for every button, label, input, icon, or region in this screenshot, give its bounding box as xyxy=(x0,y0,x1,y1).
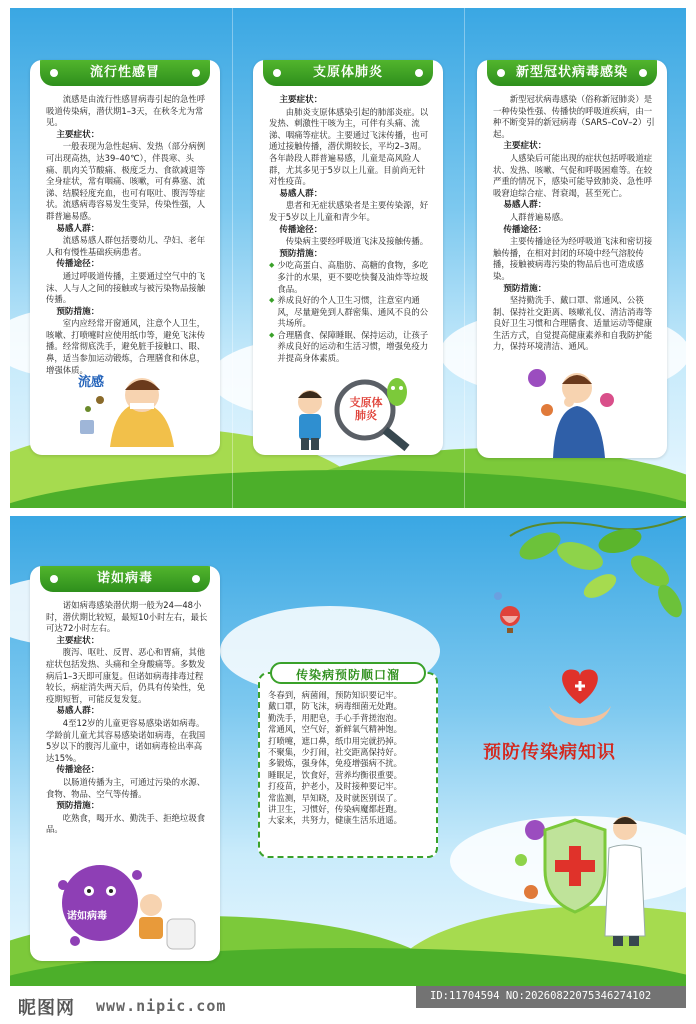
heading-prevent: 预防措施： xyxy=(503,283,547,294)
heading-symptoms: 主要症状： xyxy=(56,129,100,140)
doctor-shield-illustration xyxy=(505,800,655,950)
heading-symptoms: 主要症状： xyxy=(56,635,100,646)
route-text: 传染病主要经呼吸道飞沫及接触传播。 xyxy=(285,236,429,247)
heading-route: 传播途径： xyxy=(56,259,100,270)
rhyme-line: 多锻炼，强身体，免疫增强病不扰。 xyxy=(268,758,402,769)
rhyme-line: 大家来，共努力，健康生活乐逍遥。 xyxy=(268,815,402,826)
prevent-text: 吃熟食，喝开水、勤洗手、拒绝垃圾食品。 xyxy=(46,812,206,835)
route-text: 主要传播途径为经呼吸道飞沫和密切接触传播，在相对封闭的环境中经气溶胶传播，接触被病毒污染的物品后也可造成感染。 xyxy=(493,236,653,281)
card-title: 新型冠状病毒感染 xyxy=(487,60,657,86)
heading-symptoms: 主要症状： xyxy=(279,95,323,105)
illustration-label: 流感 xyxy=(78,375,105,390)
prevent-text: 室内应经常开窗通风，注意个人卫生，咳嗽、打喷嚏时应使用纸巾等，避免飞沫传播。经常彻底洗手，避免脏手接触口、眼、鼻，适当参加运动锻炼，合理膳食和休息，增强体质。 xyxy=(46,318,206,375)
heading-groups: 易感人群： xyxy=(56,223,100,234)
rhyme-lines xyxy=(268,690,430,827)
groups-text: 患者和无症状感染者是主要传染源，好发于5岁以上儿童和青少年。 xyxy=(269,200,429,222)
image-id-text: ID:11704594 NO:20260822075346274102 xyxy=(430,990,652,1002)
fold-line xyxy=(232,8,233,508)
rhyme-box xyxy=(258,668,438,858)
heading-groups: 易感人群： xyxy=(56,706,100,717)
heart-hands-icon xyxy=(545,664,615,730)
card-body xyxy=(46,600,208,836)
heading-prevent: 预防措施： xyxy=(279,248,323,259)
site-logo: 昵图网 xyxy=(18,998,75,1019)
norovirus-illustration xyxy=(55,855,200,955)
heading-prevent: 预防措施： xyxy=(56,801,100,812)
card-title: 流行性感冒 xyxy=(40,60,210,86)
route-text: 以肠道传播为主，可通过污染的水源、食物、物品、空气等传播。 xyxy=(46,776,206,799)
card-title: 支原体肺炎 xyxy=(263,60,433,86)
prevent-item: ◆ 少吃高蛋白、高脂肪、高糖的食物，多吃多汁的水果，更不要吃快餐及油炸等垃圾食品。 xyxy=(269,260,431,295)
rhyme-line: 戴口罩，防飞沫，病毒细菌无处跑。 xyxy=(268,701,402,712)
symptoms-text: 腹泻、呕吐、反胃、恶心和胃痛，其他症状包括发热、头痛和全身酸痛等。多数发病后1–3天即可康复。但诺如病毒排毒过程较长，病症消失两天后，仍具有传染性，免疫期短暂，可能反复发复。 xyxy=(46,647,206,704)
illustration-label-line: 肺炎 xyxy=(355,409,377,422)
rhyme-line: 常通风，空气好，新鲜氧气精神饱。 xyxy=(268,724,402,735)
illustration-label: 诺如病毒 xyxy=(67,911,107,922)
illustration-label xyxy=(345,396,387,422)
card-body xyxy=(269,94,431,365)
rhyme-title: 传染病预防顺口溜 xyxy=(270,662,426,684)
rhyme-line: 常监测，早知晓，及时就医别误了。 xyxy=(268,792,402,803)
prevent-item: ◆ 养成良好的个人卫生习惯，注意室内通风，尽量避免到人群密集、通风不良的公共场所。 xyxy=(269,295,431,330)
heading-route: 传播途径： xyxy=(56,765,100,776)
rhyme-line: 冬春到，病菌闹，预防知识要记牢。 xyxy=(268,690,402,700)
card-body xyxy=(493,94,655,353)
covid-illustration xyxy=(525,360,615,460)
intro-text: 新型冠状病毒感染（俗称新冠肺炎）是一种传染性强、传播快的呼吸道疾病，由一种不断变异的新冠病毒（SARS–CoV–2）引起。 xyxy=(493,94,655,139)
card-body xyxy=(46,94,208,376)
prevent-item: ◆ 合理膳食、保障睡眠、保持运动，让孩子养成良好的运动和生活习惯，增强免疫力并提高身体素质。 xyxy=(269,330,431,365)
heading-prevent: 预防措施： xyxy=(56,306,100,317)
rhyme-line: 讲卫生，习惯好，传染病魔都赶跑。 xyxy=(268,804,402,815)
symptoms-text: 人感染后可能出现的症状包括呼吸道症状、发热、咳嗽、气促和呼吸困难等。在较严重的情况下，感染可能导致肺炎、急性呼吸窘迫综合症、肾衰竭，甚至死亡。 xyxy=(493,152,653,198)
illustration-label-line: 支原体 xyxy=(349,396,383,409)
heading-groups: 易感人群： xyxy=(279,188,323,199)
groups-text: 4至12岁的儿童更容易感染诺如病毒。学龄前儿童尤其容易感染诺如病毒，在我国5岁以下的腹泻儿童中，诺如病毒检出率高达15%。 xyxy=(46,717,206,763)
heading-groups: 易感人群： xyxy=(503,200,547,211)
rhyme-line: 打喷嚏，遮口鼻，纸巾用完就扔掉。 xyxy=(268,735,402,746)
symptoms-text: 由肺炎支原体感染引起的肺部炎症。以发热、刺激性干咳为主，可伴有头痛、流涕、咽痛等症状。主要通过飞沫传播，也可通过接触传播，潜伏期较长，平均2–3周。各年龄段人群普遍易感，儿童是高风险人群，尤其多见于5岁以上儿童。目前尚无针对性疫苗。 xyxy=(269,106,429,187)
heading-route: 传播途径： xyxy=(503,224,547,235)
rhyme-line: 打疫苗，护老小，及时接种要记牢。 xyxy=(268,781,402,792)
symptoms-text: 一般表现为急性起病、发热（部分病例可出现高热，达39–40℃），伴畏寒、头痛、肌肉关节酸痛、极度乏力、食欲减退等全身症状，常有咽痛、咳嗽，可有鼻塞、流涕、结膜轻度充血，也可有呕吐、腹泻等症状。流感病毒容易发生变异，传染性强，人群普遍易感。 xyxy=(46,141,206,221)
hot-air-balloon-icon xyxy=(490,586,530,636)
poster-title: 预防传染病知识 xyxy=(483,742,616,763)
heading-route: 传播途径： xyxy=(279,224,323,235)
site-url: www.nipic.com xyxy=(96,997,227,1015)
groups-text: 人群普遍易感。 xyxy=(509,211,569,222)
heading-symptoms: 主要症状： xyxy=(503,141,547,152)
rhyme-line: 不聚集，少打闹，社交距离保持好。 xyxy=(268,747,402,758)
intro-text: 诺如病毒感染潜伏期一般为24—48小时，潜伏期比较短，最短10小时左右，最长可达72小时左右。 xyxy=(46,600,208,634)
intro-text: 流感是由流行性感冒病毒引起的急性呼吸道传染病，潜伏期1–3天，在秋冬尤为常见。 xyxy=(46,94,206,128)
rhyme-line: 勤洗手，用肥皂，手心手背搓泡泡。 xyxy=(268,712,402,723)
rhyme-line: 睡眠足，饮食好，营养均衡很重要。 xyxy=(268,769,402,780)
flu-illustration xyxy=(70,365,190,450)
prevent-text: 坚持勤洗手、戴口罩、常通风、公筷制、保持社交距离、咳嗽礼仪、清洁消毒等良好卫生习惯和合理膳食、适量运动等健康生活方式，自觉提高健康素养和自我防护能力，保持环境清洁、通风。 xyxy=(493,295,653,352)
route-text: 通过呼吸道传播，主要通过空气中的飞沫、人与人之间的接触或与被污染物品接触传播。 xyxy=(46,270,206,305)
mycoplasma-illustration xyxy=(285,372,420,452)
card-title: 诺如病毒 xyxy=(40,566,210,592)
fold-line xyxy=(464,8,465,508)
groups-text: 流感易感人群包括婴幼儿、孕妇、老年人和有慢性基础疾病患者。 xyxy=(46,235,206,257)
